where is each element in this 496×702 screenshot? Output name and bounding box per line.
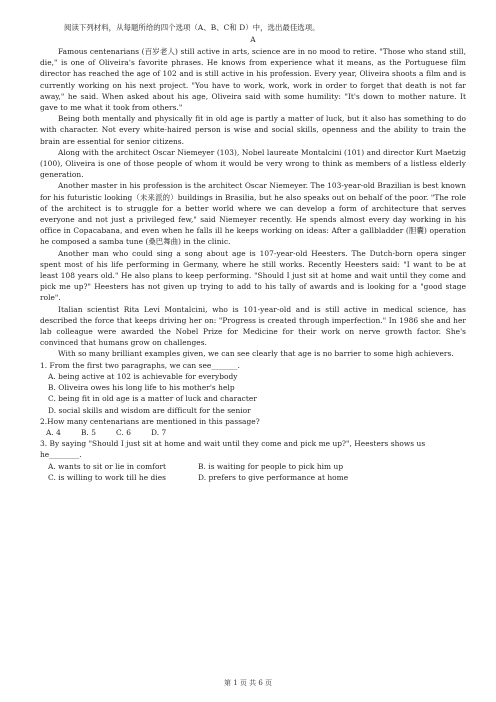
option-b: B. Oliveira owes his long life to his mother's help (48, 383, 235, 393)
paragraph: Italian scientist Rita Levi Montalcini, who is 101-year-old and is still active in medical science, has described the force that keeps driving her on: "Progress is created through imperfection." In 1986 she and her lab colleague were awarded the Nobel Prize for Medicine for their work on nerve growth factor. She's convinced that humans grow on challenges. (40, 304, 466, 348)
option-a: A. wants to sit or lie in comfort (48, 461, 167, 471)
question-stem: 3. By saying "Should I just sit at home and wait until they come and pick me up?", Heesters shows us he________. (40, 439, 426, 460)
page-number: 第 1 页 共 6 页 (223, 679, 273, 687)
option-a: A. 4 (46, 427, 61, 437)
question-2 (40, 416, 466, 438)
option-c: C. 6 (116, 427, 131, 437)
option-a: A. being active at 102 is achievable for everybody (48, 371, 238, 381)
instruction-text: 阅读下列材料，从每题所给的四个选项（A、B、C和 D）中，选出最佳选项。 (64, 23, 320, 32)
question-1 (40, 360, 466, 416)
question-stem: 2.How many centenarians are mentioned in this passage? (40, 416, 260, 426)
paragraph: Famous centenarians (百岁老人) still active in arts, science are in no mood to retire. "Those who stand still, die," is one of Oliveira's favorite phrases. He knows from experience what it means, as the Portuguese film director has reached the age of 102 and is still active in his profession. Every year, Oliveira shoots a film and is currently working on his next project. "You have to work, work, work in order to forget that death is not far away," he said. When asked about his age, Oliveira said with some humility: "It's down to mother nature. It gave to me what it took from others." (40, 47, 466, 113)
section-label: A (250, 35, 256, 44)
option-b: B. is waiting for people to pick him up (198, 461, 344, 471)
paragraph: Another man who could sing a song about age is 107-year-old Heesters. The Dutch-born opera singer spent most of his life performing in Germany, where he still works. Recently Heesters said: "I want to be at least 108 years old." He also plans to keep performing. "Should I just sit at home and wait until they come and pick me up?" Heesters has not given up trying to add to his tally of awards and is looking for a "good stage role". (40, 248, 466, 303)
option-d: D. prefers to give performance at home (198, 472, 349, 482)
option-c: C. being fit in old age is a matter of luck and character (48, 394, 257, 404)
option-b: B. 5 (80, 427, 96, 437)
option-d: D. social skills and wisdom are difficult for the senior (48, 405, 251, 415)
paragraph: With so many brilliant examples given, we can see clearly that age is no barrier to some high achievers. (58, 349, 454, 359)
option-c: C. is willing to work till he dies (48, 472, 166, 482)
question-stem: 1. From the first two paragraphs, we can see_______. (40, 360, 240, 370)
question-3 (40, 438, 466, 483)
paragraph: Another master in his profession is the architect Oscar Niemeyer. The 103-year-old Brazilian is best known for his futuristic looking（未来派的）buildings in Brasilia, but he also speaks out on behalf of the poor. "The role of the architect is to struggle for a better world where we can develop a form of architecture that serves everyone and not just a privileged few," said Niemeyer recently. He spends almost every day working in his office in Copacabana, and even when he falls ill he keeps working on ideas: After a gallbladder (胆囊) operation he composed a samba tune (桑巴舞曲) in the clinic. (40, 181, 466, 247)
paragraph: Being both mentally and physically fit in old age is partly a matter of luck, but it also has something to do with character. Not every white-haired person is wise and social skills, openness and the ability to train the brain are essential for senior citizens. (40, 114, 466, 146)
paragraph: Along with the architect Oscar Niemeyer (103), Nobel laureate Montalcini (101) and director Kurt Maetzig (100), Oliveira is one of those people of whom it would be very wrong to think as members of a listless elderly generation. (40, 147, 466, 180)
reading-passage (40, 22, 466, 483)
option-d: D. 7 (151, 427, 167, 437)
